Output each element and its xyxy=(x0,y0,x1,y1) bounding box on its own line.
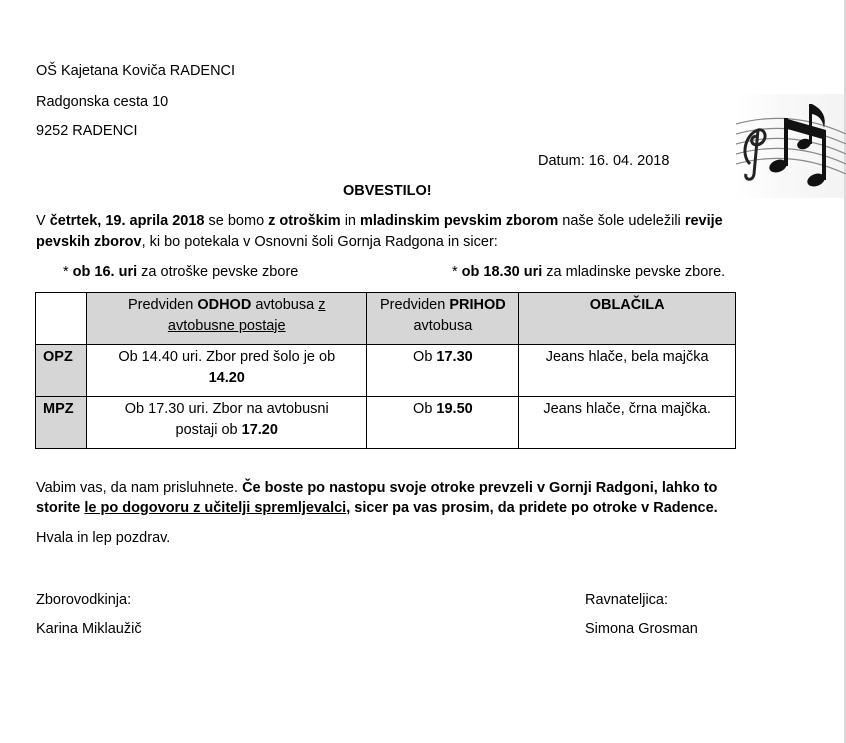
row-label: MPZ xyxy=(36,397,87,449)
table-row xyxy=(36,397,736,449)
row-departure: Ob 14.40 uri. Zbor pred šolo je ob 14.20 xyxy=(86,345,367,397)
row-departure: Ob 17.30 uri. Zbor na avtobusni postaji ob 17.20 xyxy=(86,397,367,449)
header-blank-cell xyxy=(36,293,87,345)
table-header-row xyxy=(36,293,736,345)
header-arrival: Predviden PRIHOD avtobusa xyxy=(367,293,519,345)
signature-left-role: Zborovodkinja: xyxy=(36,592,132,608)
school-street: Radgonska cesta 10 xyxy=(36,94,169,110)
school-city: 9252 RADENCI xyxy=(36,123,138,139)
signature-right-role: Ravnateljica: xyxy=(585,592,669,608)
row-clothes: Jeans hlače, bela majčka xyxy=(519,345,736,397)
music-notes-icon xyxy=(736,94,846,198)
bus-schedule-table xyxy=(35,292,736,449)
time-opz: * ob 16. uri za otroške pevske zbore xyxy=(63,264,299,280)
date-line: Datum: 16. 04. 2018 xyxy=(538,153,670,169)
row-arrival: Ob 19.50 xyxy=(367,397,519,449)
intro-line-1: V četrtek, 19. aprila 2018 se bomo z otroškim in mladinskim pevskim zborom naše šole udeležili revije xyxy=(36,213,723,229)
header-clothes: OBLAČILA xyxy=(519,293,736,345)
school-name: OŠ Kajetana Koviča RADENCI xyxy=(36,63,236,79)
thanks-line: Hvala in lep pozdrav. xyxy=(36,530,171,546)
row-label: OPZ xyxy=(36,345,87,397)
table-row xyxy=(36,345,736,397)
signature-left-name: Karina Miklaužič xyxy=(36,621,142,637)
row-clothes: Jeans hlače, črna majčka. xyxy=(519,397,736,449)
header-departure: Predviden ODHOD avtobusa z avtobusne postaje xyxy=(86,293,367,345)
closing-line-1: Vabim vas, da nam prisluhnete. Če boste po nastopu svoje otroke prevzeli v Gornji Radgoni, lahko to xyxy=(36,480,718,496)
intro-line-2: pevskih zborov, ki bo potekala v Osnovni šoli Gornja Radgona in sicer: xyxy=(36,234,498,250)
time-mpz: * ob 18.30 uri za mladinske pevske zbore. xyxy=(452,264,726,280)
row-arrival: Ob 17.30 xyxy=(367,345,519,397)
signature-right-name: Simona Grosman xyxy=(585,621,698,637)
notice-title: OBVESTILO! xyxy=(343,183,432,199)
closing-line-2: storite le po dogovoru z učitelji spremljevalci, sicer pa vas prosim, da pridete po otroke v Radence. xyxy=(36,500,718,516)
